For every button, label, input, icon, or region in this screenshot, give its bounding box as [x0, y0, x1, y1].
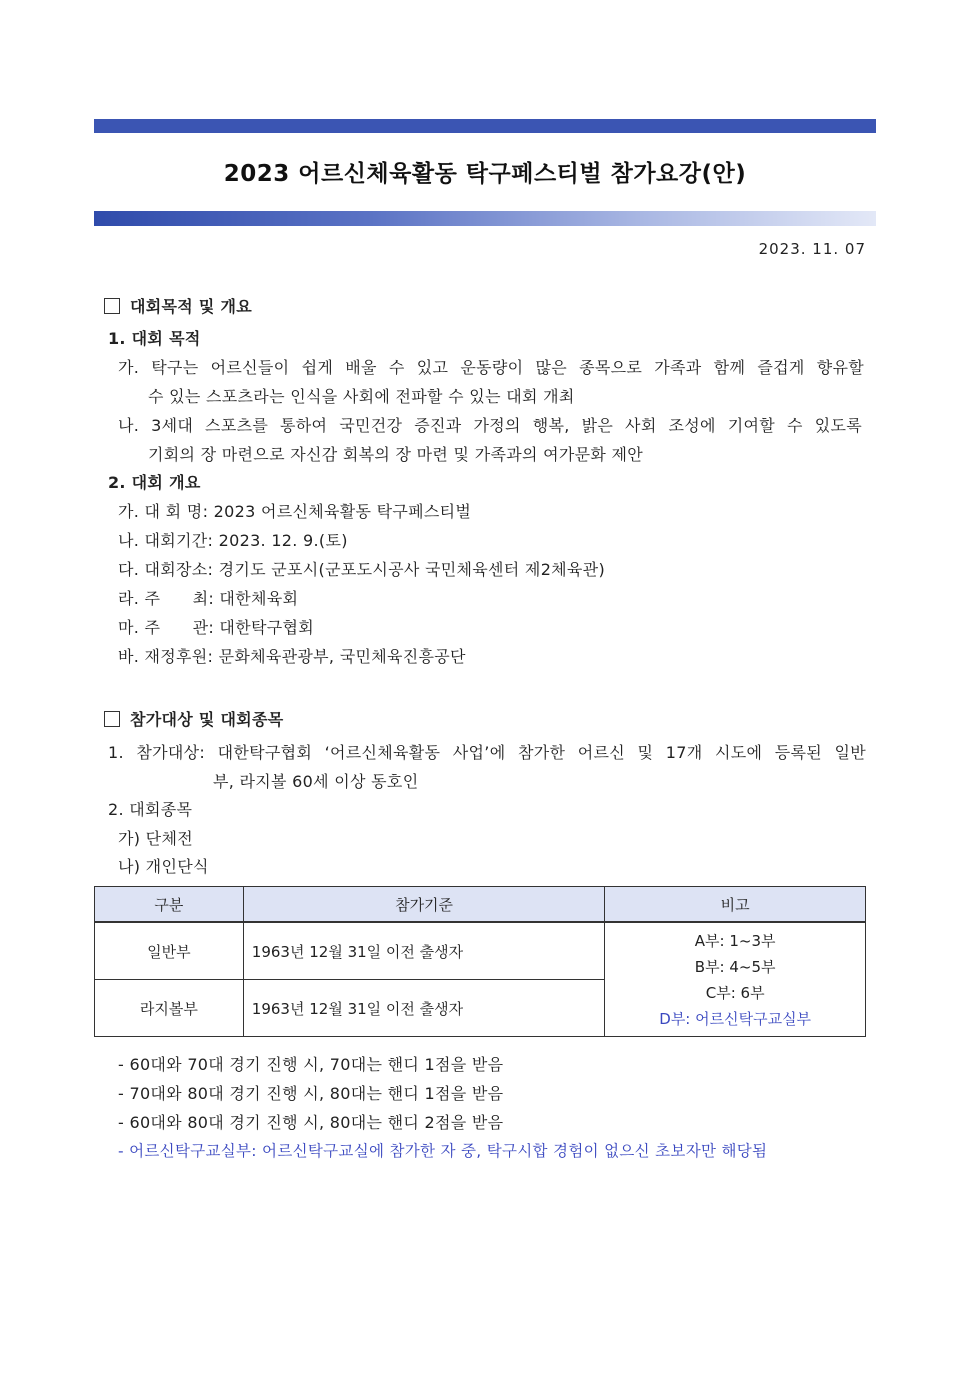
note-beginner-division: - 어르신탁구교실부: 어르신탁구교실에 참가한 자 중, 탁구시합 경험이 없으신 초보자만 해당됨: [118, 1142, 768, 1160]
overview-item-period: 나. 대회기간: 2023. 12. 9.(토): [118, 531, 348, 550]
table-header-criteria: 참가기준: [243, 887, 605, 923]
table-header-division: 구분: [95, 887, 244, 923]
section-heading-participants: 참가대상 및 대회종목: [104, 707, 284, 730]
participants-line1: 1. 참가대상: 대한탁구협회 ‘어르신체육활동 사업’에 참가한 어르신 및 17개 시도에 등록된 일반: [108, 743, 866, 762]
purpose-item-ga-line2: 수 있는 스포츠라는 인식을 사회에 전파할 수 있는 대회 개최: [148, 387, 575, 406]
remark-b: B부: 4~5부: [694, 957, 776, 976]
note-handicap-60-80: - 60대와 80대 경기 진행 시, 80대는 핸디 2점을 받음: [118, 1113, 504, 1132]
table-cell-division: 일반부: [95, 922, 244, 980]
remark-c: C부: 6부: [705, 983, 765, 1002]
note-handicap-70-80: - 70대와 80대 경기 진행 시, 80대는 핸디 1점을 받음: [118, 1084, 504, 1103]
event-singles: 나) 개인단식: [118, 857, 209, 876]
purpose-item-na-line1: 나. 3세대 스포츠를 통하여 국민건강 증진과 가정의 행복, 밝은 사회 조성에 기여할 수 있도록: [118, 416, 862, 435]
checkbox-square-icon: [104, 711, 120, 727]
division-table: [94, 886, 866, 1037]
overview-title: 2. 대회 개요: [108, 473, 201, 492]
header-bar-top: [94, 119, 876, 133]
checkbox-square-icon: [104, 298, 120, 314]
remark-d: D부: 어르신탁구교실부: [659, 1009, 812, 1028]
section-heading-purpose: 대회목적 및 개요: [104, 294, 252, 317]
purpose-title: 1. 대회 목적: [108, 329, 201, 348]
remark-a: A부: 1~3부: [694, 931, 776, 950]
overview-item-host: 라. 주 최: 대한체육회: [118, 589, 299, 608]
document-date: 2023. 11. 07: [758, 240, 866, 258]
overview-item-venue: 다. 대회장소: 경기도 군포시(군포도시공사 국민체육센터 제2체육관): [118, 560, 605, 579]
table-cell-remarks: [605, 922, 866, 1037]
table-row: [95, 922, 866, 980]
table-cell-criteria: 1963년 12월 31일 이전 출생자: [243, 980, 605, 1037]
table-header-remarks: 비고: [605, 887, 866, 923]
purpose-item-ga-line1: 가. 탁구는 어르신들이 쉽게 배울 수 있고 운동량이 많은 종목으로 가족과 함께 즐겁게 향유할: [118, 358, 864, 377]
table-cell-criteria: 1963년 12월 31일 이전 출생자: [243, 922, 605, 980]
page-title: 2023 어르신체육활동 탁구페스티벌 참가요강(안): [223, 161, 747, 187]
overview-item-organizer: 마. 주 관: 대한탁구협회: [118, 618, 314, 637]
events-title: 2. 대회종목: [108, 800, 193, 819]
overview-item-sponsor: 바. 재정후원: 문화체육관광부, 국민체육진흥공단: [118, 647, 466, 666]
purpose-item-na-line2: 기회의 장 마련으로 자신감 회복의 장 마련 및 가족과의 여가문화 제안: [148, 445, 644, 464]
participants-line2: 부, 라지볼 60세 이상 동호인: [213, 772, 419, 791]
table-cell-division: 라지볼부: [95, 980, 244, 1037]
table-header-row: [95, 887, 866, 923]
event-team: 가) 단체전: [118, 829, 193, 848]
header-bar-gradient: [94, 211, 876, 226]
overview-item-name: 가. 대 회 명: 2023 어르신체육활동 탁구페스티벌: [118, 502, 472, 521]
note-handicap-60-70: - 60대와 70대 경기 진행 시, 70대는 핸디 1점을 받음: [118, 1055, 504, 1074]
